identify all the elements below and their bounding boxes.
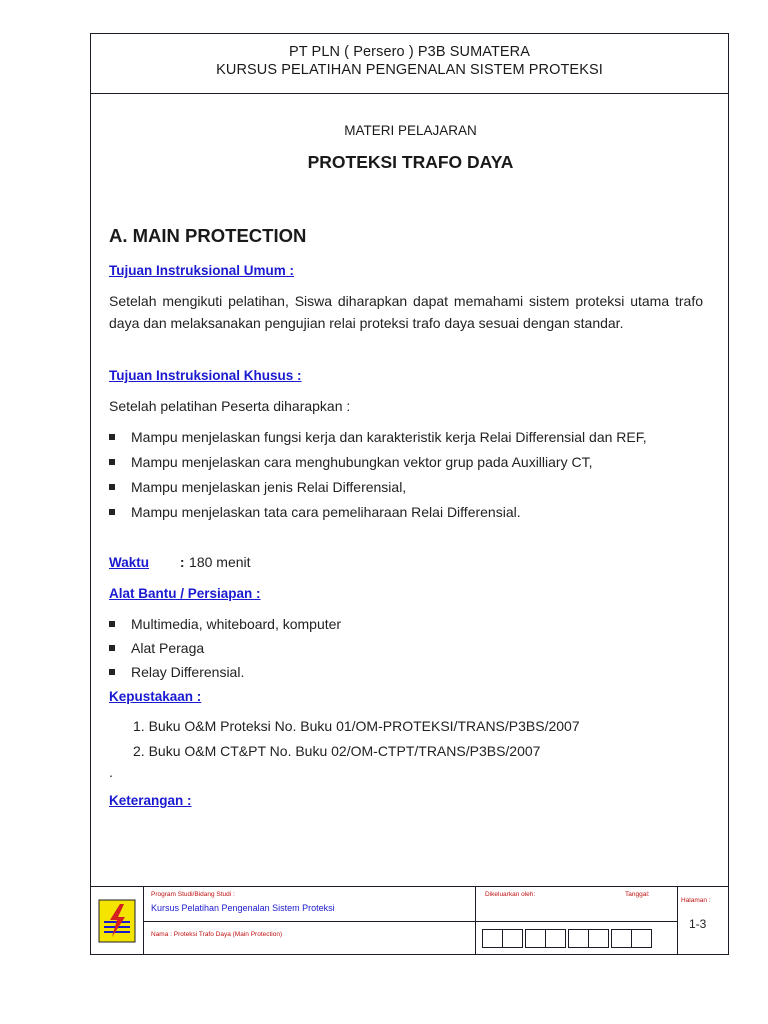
- code-box: [525, 929, 546, 948]
- page-number: 1-3: [689, 917, 707, 931]
- pustaka-heading: [109, 688, 201, 706]
- code-box: [482, 929, 503, 948]
- tiu-heading-text: Tujuan Instruksional Umum :: [109, 263, 295, 278]
- alat-heading-text: Alat Bantu / Persiapan :: [109, 586, 261, 601]
- list-item: [109, 640, 204, 656]
- list-item: [109, 664, 244, 680]
- code-box: [611, 929, 632, 948]
- bullet-icon: [109, 459, 115, 465]
- nama-label: Nama : Proteksi Trafo Daya (Main Protection): [151, 931, 283, 938]
- bullet-icon: [109, 645, 115, 651]
- waktu-label: Waktu: [109, 555, 149, 570]
- code-box: [502, 929, 523, 948]
- section-heading: A. MAIN PROTECTION: [109, 225, 307, 246]
- dikeluarkan-label: Dikeluarkan oleh:: [485, 891, 536, 898]
- materi-label: MATERI PELAJARAN: [344, 123, 477, 138]
- keterangan-heading-text: Keterangan :: [109, 793, 192, 808]
- tiu-paragraph: Setelah mengikuti pelatihan, Siswa diharapkan dapat memahami sistem proteksi utama trafo daya dan melaksanakan pengujian relai proteksi trafo daya sesuai dengan standar.: [109, 293, 703, 331]
- page-frame: [90, 33, 729, 955]
- list-item: [109, 429, 647, 445]
- program-label: Program Studi/Bidang Studi :: [151, 891, 235, 898]
- tik-heading-text: Tujuan Instruksional Khusus :: [109, 368, 302, 383]
- waktu-row: [109, 554, 251, 572]
- program-cell: [143, 887, 476, 955]
- logo-cell: [91, 887, 144, 955]
- program-top: [143, 887, 475, 922]
- alat-item-text: Relay Differensial.: [131, 664, 245, 680]
- code-box: [568, 929, 589, 948]
- stray-dot: .: [109, 764, 113, 780]
- list-item: [109, 616, 341, 632]
- issued-top: [475, 887, 677, 922]
- tik-item-text: Mampu menjelaskan jenis Relai Differensial,: [131, 479, 407, 495]
- code-box: [588, 929, 609, 948]
- document-footer: [91, 886, 728, 955]
- code-box: [631, 929, 652, 948]
- code-box: [545, 929, 566, 948]
- company-name: PT PLN ( Persero ) P3B SUMATERA: [288, 44, 531, 60]
- list-item: [109, 454, 592, 470]
- tik-item-text: Mampu menjelaskan tata cara pemeliharaan Relai Differensial.: [131, 504, 521, 520]
- tik-heading: [109, 367, 302, 385]
- tik-intro: Setelah pelatihan Peserta diharapkan :: [109, 398, 351, 414]
- tik-item-text: Mampu menjelaskan cara menghubungkan vektor grup pada Auxilliary CT,: [131, 454, 593, 470]
- tik-item-text: Mampu menjelaskan fungsi kerja dan karakteristik kerja Relai Differensial dan REF,: [131, 429, 647, 445]
- list-item: [109, 479, 406, 495]
- keterangan-heading: [109, 792, 192, 810]
- waktu-value: 180 menit: [189, 554, 251, 570]
- document-title: PROTEKSI TRAFO DAYA: [307, 152, 514, 172]
- bullet-icon: [109, 509, 115, 515]
- bullet-icon: [109, 434, 115, 440]
- bullet-icon: [109, 621, 115, 627]
- list-item: [109, 504, 521, 520]
- alat-heading: [109, 585, 261, 603]
- waktu-colon: :: [179, 554, 185, 570]
- tanggal-label: Tanggal:: [625, 891, 650, 898]
- list-item: 1. Buku O&M Proteksi No. Buku 01/OM-PROTEKSI/TRANS/P3BS/2007: [133, 718, 580, 734]
- code-boxes: [483, 929, 652, 948]
- alat-item-text: Alat Peraga: [131, 640, 205, 656]
- pln-logo-icon: [98, 899, 136, 943]
- issued-cell: [475, 887, 678, 955]
- course-name: KURSUS PELATIHAN PENGENALAN SISTEM PROTEKSI: [216, 62, 603, 78]
- bullet-icon: [109, 669, 115, 675]
- bullet-icon: [109, 484, 115, 490]
- halaman-label: Halaman :: [681, 897, 711, 904]
- list-item: 2. Buku O&M CT&PT No. Buku 02/OM-CTPT/TRANS/P3BS/2007: [133, 743, 541, 759]
- tiu-heading: [109, 262, 294, 280]
- program-value: Kursus Pelatihan Pengenalan Sistem Proteksi: [151, 903, 335, 913]
- pustaka-heading-text: Kepustakaan :: [109, 689, 202, 704]
- document-header: [91, 34, 728, 94]
- alat-item-text: Multimedia, whiteboard, komputer: [131, 616, 342, 632]
